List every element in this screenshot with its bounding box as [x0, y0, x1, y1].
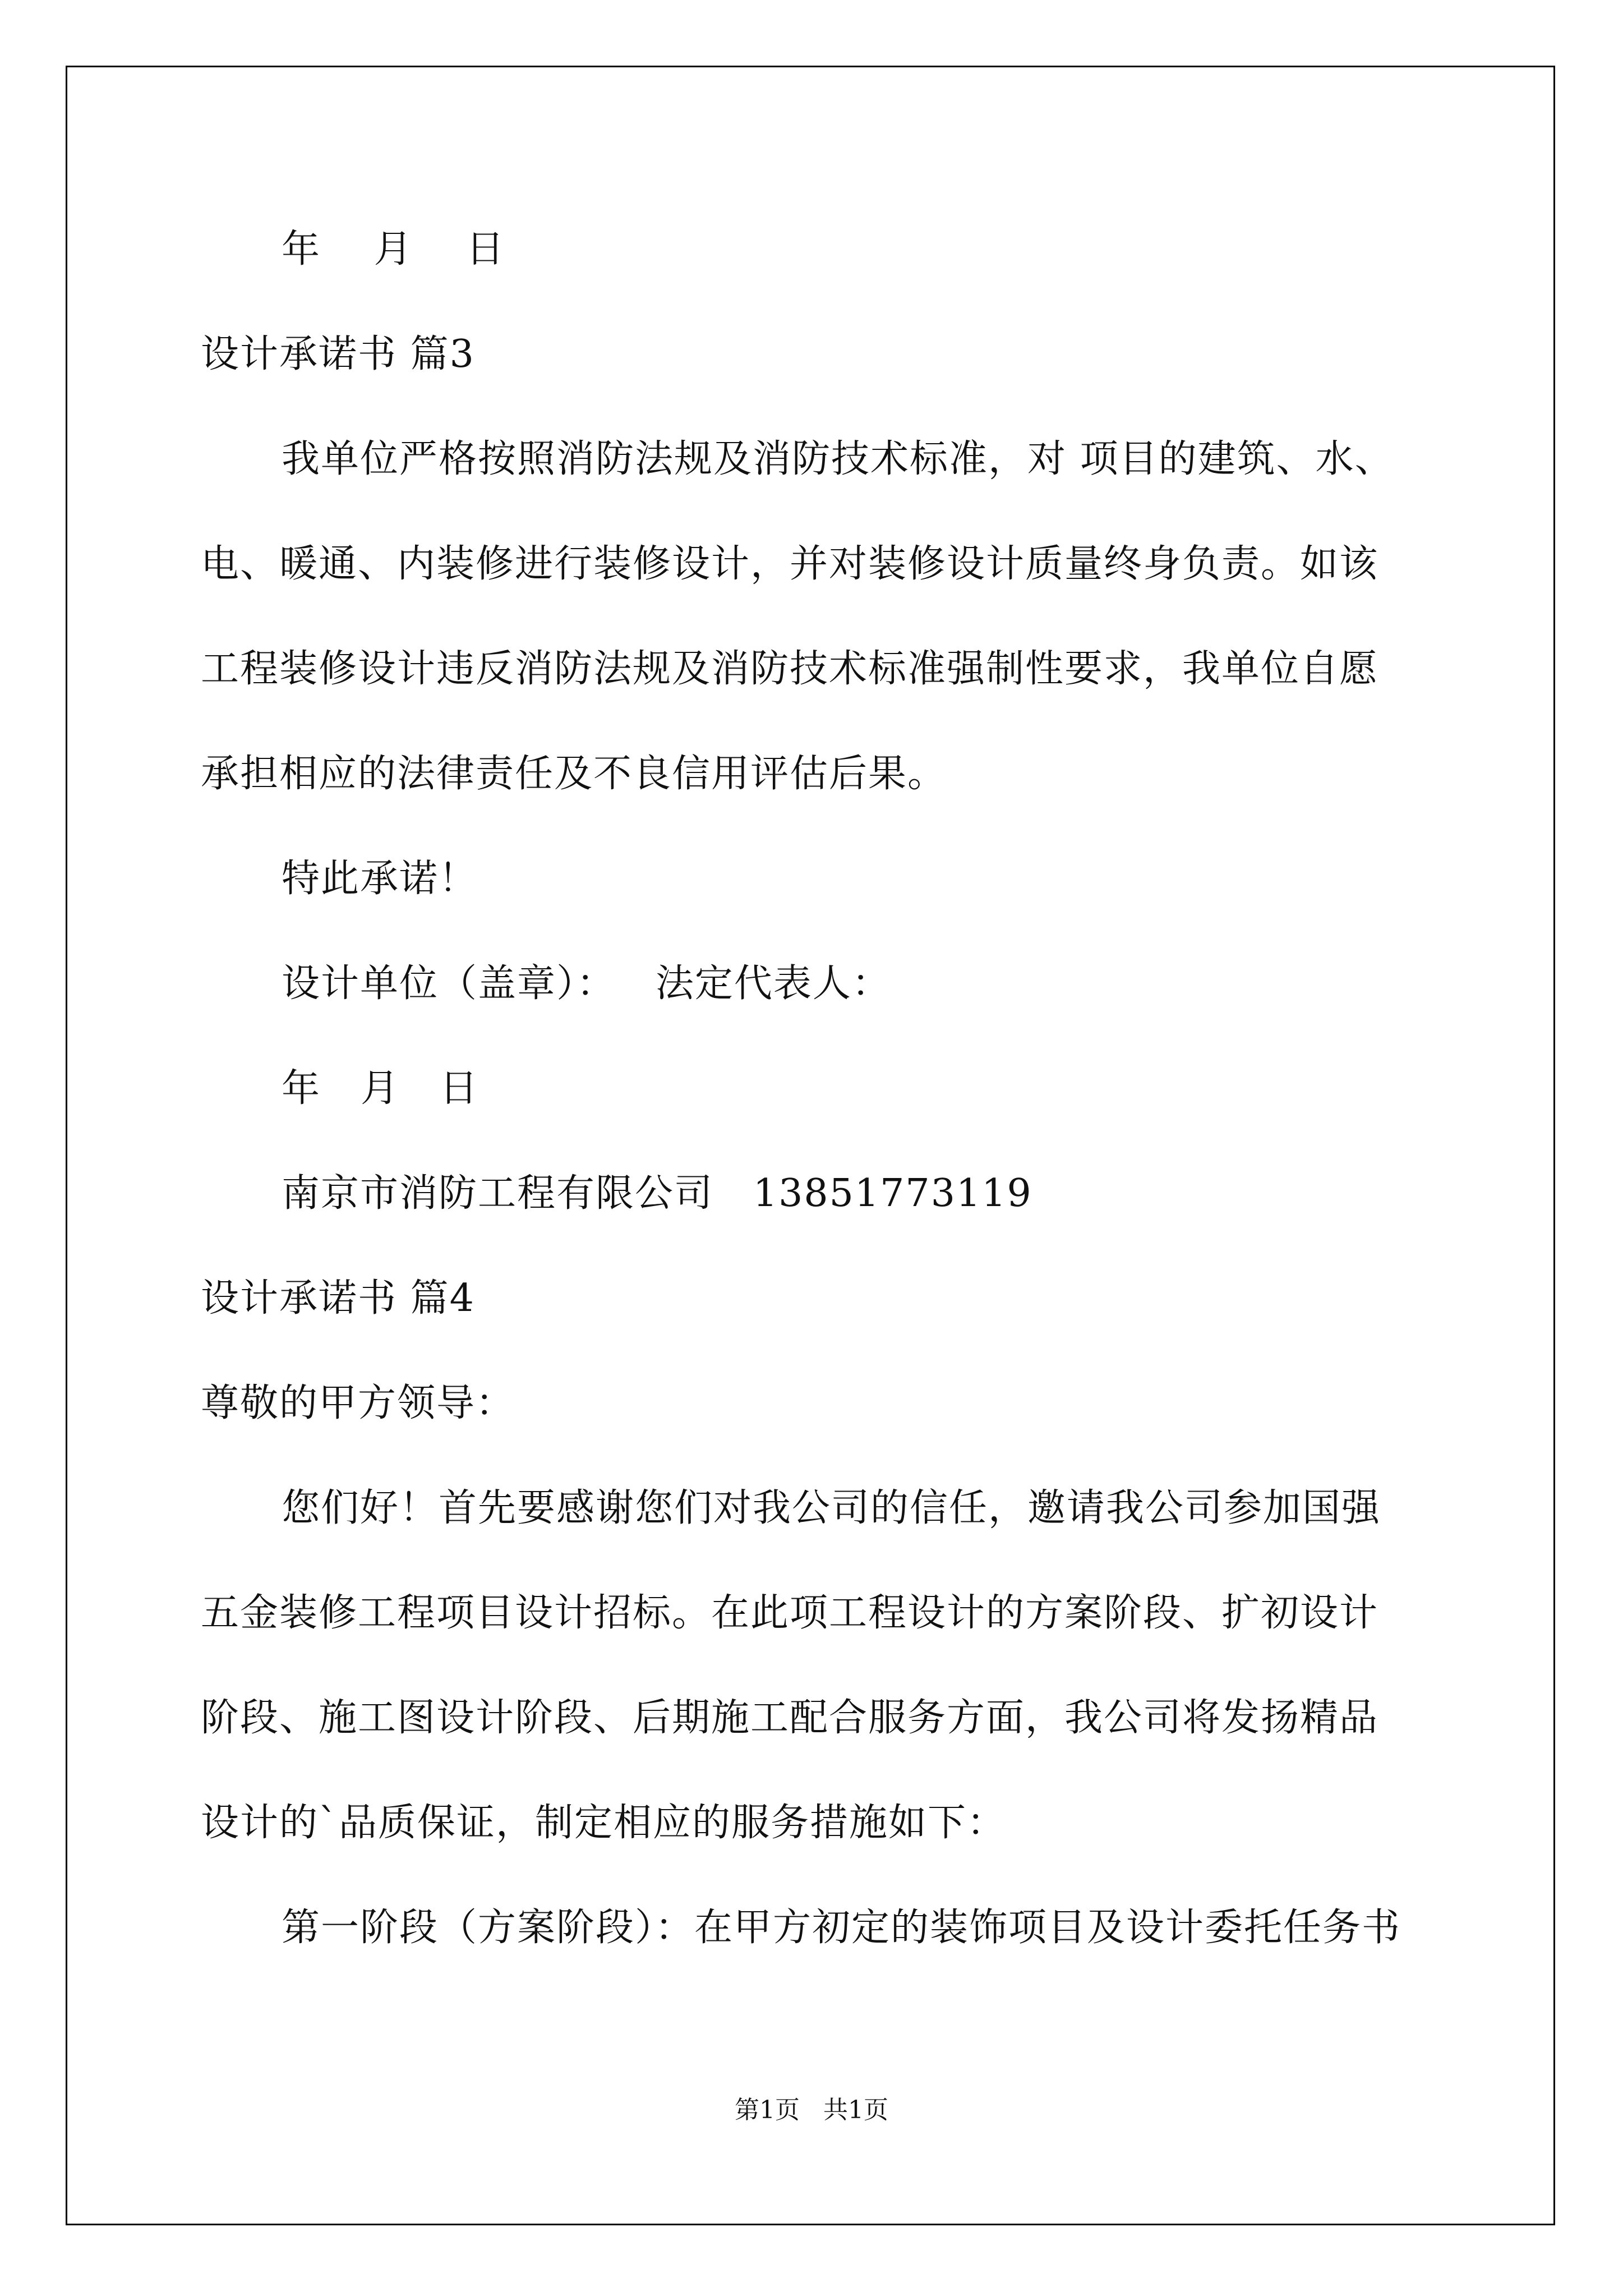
salutation-line: 尊敬的甲方领导： — [201, 1381, 515, 1425]
paragraph-line: 电、暖通、内装修进行装修设计，并对装修设计质量终身负责。如该 — [201, 542, 1379, 586]
signature-line: 设计单位（盖章）： 法定代表人： — [282, 961, 891, 1006]
section-heading-4: 设计承诺书 篇4 — [201, 1276, 475, 1320]
date-line: 年 月 日 — [282, 1066, 479, 1111]
date-line: 年 月 日 — [282, 227, 505, 272]
page-border — [66, 66, 1555, 2225]
paragraph-line: 阶段、施工图设计阶段、后期施工配合服务方面，我公司将发扬精品 — [201, 1696, 1379, 1740]
section-heading-3: 设计承诺书 篇3 — [201, 332, 475, 376]
paragraph-line: 工程装修设计违反消防法规及消防技术标准强制性要求，我单位自愿 — [201, 647, 1379, 691]
paragraph-line: 您们好！首先要感谢您们对我公司的信任，邀请我公司参加国强 — [282, 1486, 1381, 1530]
paragraph-line: 第一阶段（方案阶段）：在甲方初定的装饰项目及设计委托任务书 — [282, 1906, 1401, 1950]
paragraph-line: 设计的`品质保证，制定相应的服务措施如下： — [201, 1801, 1007, 1845]
pledge-line: 特此承诺！ — [282, 857, 478, 901]
paragraph-line: 我单位严格按照消防法规及消防技术标准，对 项目的建筑、水、 — [282, 437, 1394, 481]
company-contact-line: 南京市消防工程有限公司 13851773119 — [282, 1171, 1032, 1216]
paragraph-line: 承担相应的法律责任及不良信用评估后果。 — [201, 752, 947, 796]
page-footer: 第1页 共1页 — [735, 2096, 888, 2124]
paragraph-line: 五金装修工程项目设计招标。在此项工程设计的方案阶段、扩初设计 — [201, 1591, 1379, 1635]
